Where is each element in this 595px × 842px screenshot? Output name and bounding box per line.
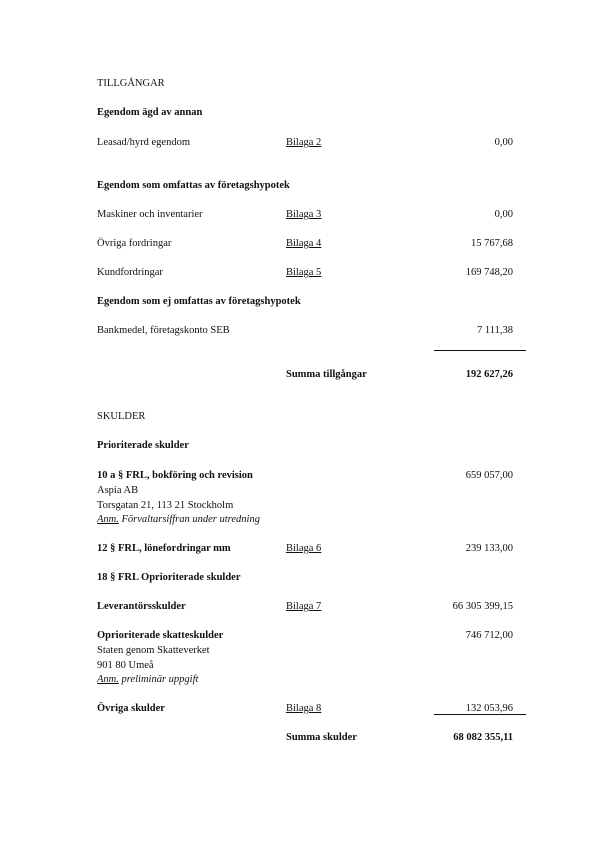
bank-amount: 7 111,38 [477, 325, 513, 336]
frl10-amount: 659 057,00 [465, 470, 513, 481]
other-receivables-label: Övriga fordringar [97, 238, 172, 249]
frl10-note-prefix: Anm. [97, 514, 119, 525]
assets-heading: TILLGÅNGAR [97, 78, 165, 89]
suppliers-ref: Bilaga 7 [286, 601, 322, 612]
tax-amount: 746 712,00 [465, 630, 513, 641]
other-liabilities-amount: 132 053,96 [465, 703, 513, 714]
group-not-covered: Egendom som ej omfattas av företagshypotek [97, 296, 301, 307]
customer-receivables-label: Kundfordringar [97, 267, 163, 278]
frl12-ref: Bilaga 6 [286, 543, 322, 554]
other-liabilities-label: Övriga skulder [97, 703, 165, 714]
group-covered: Egendom som omfattas av företagshypotek [97, 180, 290, 191]
frl10-note-text: Förvaltarsiffran under utredning [121, 514, 260, 525]
suppliers-amount: 66 305 399,15 [452, 601, 513, 612]
tax-note-text: preliminär uppgift [121, 674, 199, 685]
leased-amount: 0,00 [494, 137, 513, 148]
frl10-label: 10 a § FRL, bokföring och revision [97, 470, 253, 481]
machinery-amount: 0,00 [494, 209, 513, 220]
frl12-label: 12 § FRL, lönefordringar mm [97, 543, 231, 554]
leased-ref: Bilaga 2 [286, 137, 322, 148]
frl10-address: Torsgatan 21, 113 21 Stockholm [97, 500, 234, 511]
leased-label: Leasad/hyrd egendom [97, 137, 191, 148]
machinery-ref: Bilaga 3 [286, 209, 322, 220]
tax-note-prefix: Anm. [97, 674, 119, 685]
frl10-creditor: Aspia AB [97, 485, 139, 496]
frl12-amount: 239 133,00 [465, 543, 513, 554]
liabilities-heading: SKULDER [97, 411, 146, 422]
bank-label: Bankmedel, företagskonto SEB [97, 325, 230, 336]
suppliers-label: Leverantörsskulder [97, 601, 186, 612]
assets-total-rule [434, 350, 526, 351]
machinery-label: Maskiner och inventarier [97, 209, 203, 220]
customer-receivables-amount: 169 748,20 [465, 267, 513, 278]
group-owned-by-other: Egendom ägd av annan [97, 107, 203, 118]
liabilities-total-amount: 68 082 355,11 [453, 732, 513, 743]
tax-address: 901 80 Umeå [97, 660, 154, 671]
other-receivables-ref: Bilaga 4 [286, 238, 322, 249]
other-liabilities-ref: Bilaga 8 [286, 703, 322, 714]
assets-total-amount: 192 627,26 [465, 369, 513, 380]
frl10-note [97, 513, 260, 526]
liabilities-total-rule [434, 714, 526, 715]
liabilities-total-label: Summa skulder [286, 732, 357, 743]
assets-total-label: Summa tillgångar [286, 369, 367, 380]
other-receivables-amount: 15 767,68 [471, 238, 513, 249]
tax-label: Oprioriterade skatteskulder [97, 630, 224, 641]
tax-note [97, 673, 198, 686]
tax-creditor: Staten genom Skatteverket [97, 645, 210, 656]
customer-receivables-ref: Bilaga 5 [286, 267, 322, 278]
priority-heading: Prioriterade skulder [97, 440, 189, 451]
frl18-heading: 18 § FRL Oprioriterade skulder [97, 572, 241, 583]
